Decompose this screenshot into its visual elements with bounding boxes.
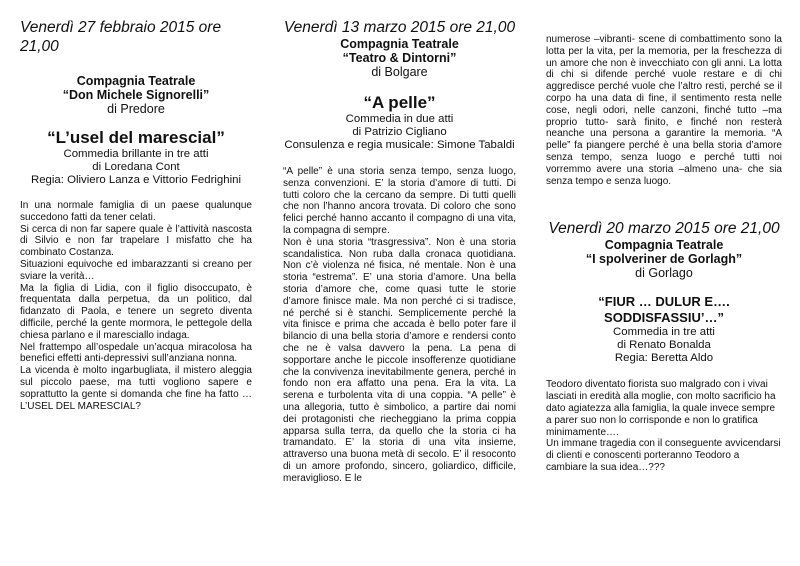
play-title-continued: SODDISFASSIU’…” (604, 310, 724, 326)
play-block (283, 93, 516, 152)
event-date: Venerdì 20 marzo 2015 ore 21,00 (548, 220, 780, 238)
description-paragraph: Ma la figlia di Lidia, con il figlio disoccupato, è frequentata dalla perpetua, da un politico, dal fidanzato di Paola, e tenere un segreto diventa difficile, perché la gente mormora, le pettegole della chiesa parlano e il maresciallo indaga. (20, 282, 252, 341)
company-place: di Gorlago (635, 266, 693, 281)
play-genre: Commedia in due atti (345, 113, 454, 125)
company-name: “Teatro & Dintorni” (342, 51, 457, 65)
play-title: “L’usel del marescial” (47, 128, 225, 147)
description-paragraph: Teodoro diventato fiorista suo malgrado con i vivai lasciati in eredità alla moglie, con molto sacrificio ha dato agiatezza alla famiglia, la quale invece sempre a parer suo non lo corrisponde e non lo gratifica minimamente…. (546, 379, 776, 438)
play-direction: Regia: Oliviero Lanza e Vittorio Fedrighini (31, 174, 241, 186)
description-paragraph: La vicenda è molto ingarbugliata, il mistero aleggia sul piccolo paese, ma tutti vogliono sapere e soprattutto la gente si domanda che fine ha fatto …L’USEL DEL MARESCIAL? (20, 365, 252, 412)
company-place: di Predore (107, 102, 165, 116)
company-name: “I spolveriner de Gorlagh” (585, 252, 743, 267)
company-label: Compagnia Teatrale (604, 238, 724, 253)
description-paragraph: Un immane tragedia con il conseguente avvicendarsi di clienti e conoscenti porteranno Teodoro a cambiare la sua idea…??? (546, 438, 781, 473)
play-direction: Consulenza e regia musicale: Simone Tabaldi (284, 139, 515, 151)
description-paragraph: Si cerca di non far sapere quale è l’attività nascosta di Silvio e non far trapelare I misfatto che ha combinato Costanza. (20, 223, 252, 259)
description-continuation (546, 34, 782, 187)
play-genre: Commedia in tre atti (613, 326, 715, 339)
event-date: Venerdì 13 marzo 2015 ore 21,00 (283, 19, 516, 36)
company-block (546, 238, 782, 280)
play-description (20, 200, 252, 412)
column-2 (283, 0, 516, 485)
description-paragraph: numerose –vibranti- scene di combattimento sono la lotta per la vita, per la memoria, per la freschezza di un amore che non è invecchiato con gli anni. La lotta di chi si difende perché vuole restare e di chi aggredisce perché vuole che l’altro resti, perché se il corpo ha una data di fine, il sentimento resta nelle cose, negli odori, nelle canzoni, finché tutto –ma proprio tutto- sarà finito, e finché non resterà neanche una persona a garantire la memoria. “A pelle” fa piangere perché è una bella storia d’amore senza tempo, senza luogo e perché tutti noi vorremmo avere una storia –almeno una- che sia senza tempo e senza luogo. (546, 34, 782, 187)
play-block (20, 128, 252, 187)
company-block (20, 74, 252, 116)
play-block (546, 294, 782, 365)
column-1 (20, 0, 252, 412)
play-author: di Renato Bonalda (617, 339, 711, 352)
play-direction: Regia: Beretta Aldo (614, 352, 714, 365)
company-name: “Don Michele Signorelli” (62, 88, 210, 102)
company-label: Compagnia Teatrale (76, 74, 196, 88)
play-author: di Loredana Cont (92, 161, 180, 173)
company-block (283, 37, 516, 79)
description-paragraph: Situazioni equivoche ed imbarazzanti si creano per sviare la verità… (20, 258, 252, 282)
play-description (546, 379, 782, 473)
column-3 (546, 0, 782, 474)
play-title: “FIUR … DULUR E…. (598, 294, 730, 310)
company-label: Compagnia Teatrale (340, 37, 459, 51)
play-description (283, 166, 516, 485)
play-author: di Patrizio Cigliano (352, 126, 447, 138)
description-paragraph: Non è una storia “trasgressiva”. Non è una storia scandalistica. Non ruba dalla cronaca quotidiana. Non c’è violenza né fisica, né mentale. Non è una storia “estrema”. E’ una storia d’amore. Una bella storia d’amore che, come quasi tutte le storie d’amore finisce male. Ma non perché ci si tradisce, né perché si è stanchi. Semplicemente perché la vita finisce e prima che accada è bello poter fare il bilancio di una bella storia d’amore e rendersi conto che ne è valsa davvero la pena. La pena di sopportare anche le piccole insofferenze quotidiane che la convivenza inevitabilmente genera, perché in fondo non era affatto una pena. Era la vita. La serena e turbolenta vita di una coppia. “A pelle” è una allegoria, tutto è simbolico, a partire dai nomi dei protagonisti che riecheggiano la prima coppia apparsa sulla terra, da quello che la storia ci ha tramandato. E’ la storia di una vita insieme, attraverso una buona metà di secolo. E’ il resoconto di un amore profondo, sincero, goliardico, difficile, meraviglioso. E le (283, 236, 516, 484)
description-paragraph: In una normale famiglia di un paese qualunque succedono fatti da tener celati. (20, 200, 252, 223)
event-date: Venerdì 27 febbraio 2015 ore 21,00 (20, 19, 222, 55)
description-paragraph: “A pelle” è una storia senza tempo, senza luogo, senza convenzioni. E’ la storia d’amore di tutti. Di tutti coloro che la cercano da sempre. Di tutti quelli che non l’hanno ancora trovata. Di coloro che sono felici perché hanno accanto il compagno di una vita, la compagna di sempre. (283, 166, 516, 236)
description-paragraph: Nel frattempo all’ospedale un’acqua miracolosa ha benefici effetti anti-depressivi sull’anziana nonna. (20, 341, 252, 365)
company-place: di Bolgare (371, 65, 428, 79)
play-title: “A pelle” (363, 93, 436, 112)
play-genre: Commedia brillante in tre atti (63, 148, 209, 160)
